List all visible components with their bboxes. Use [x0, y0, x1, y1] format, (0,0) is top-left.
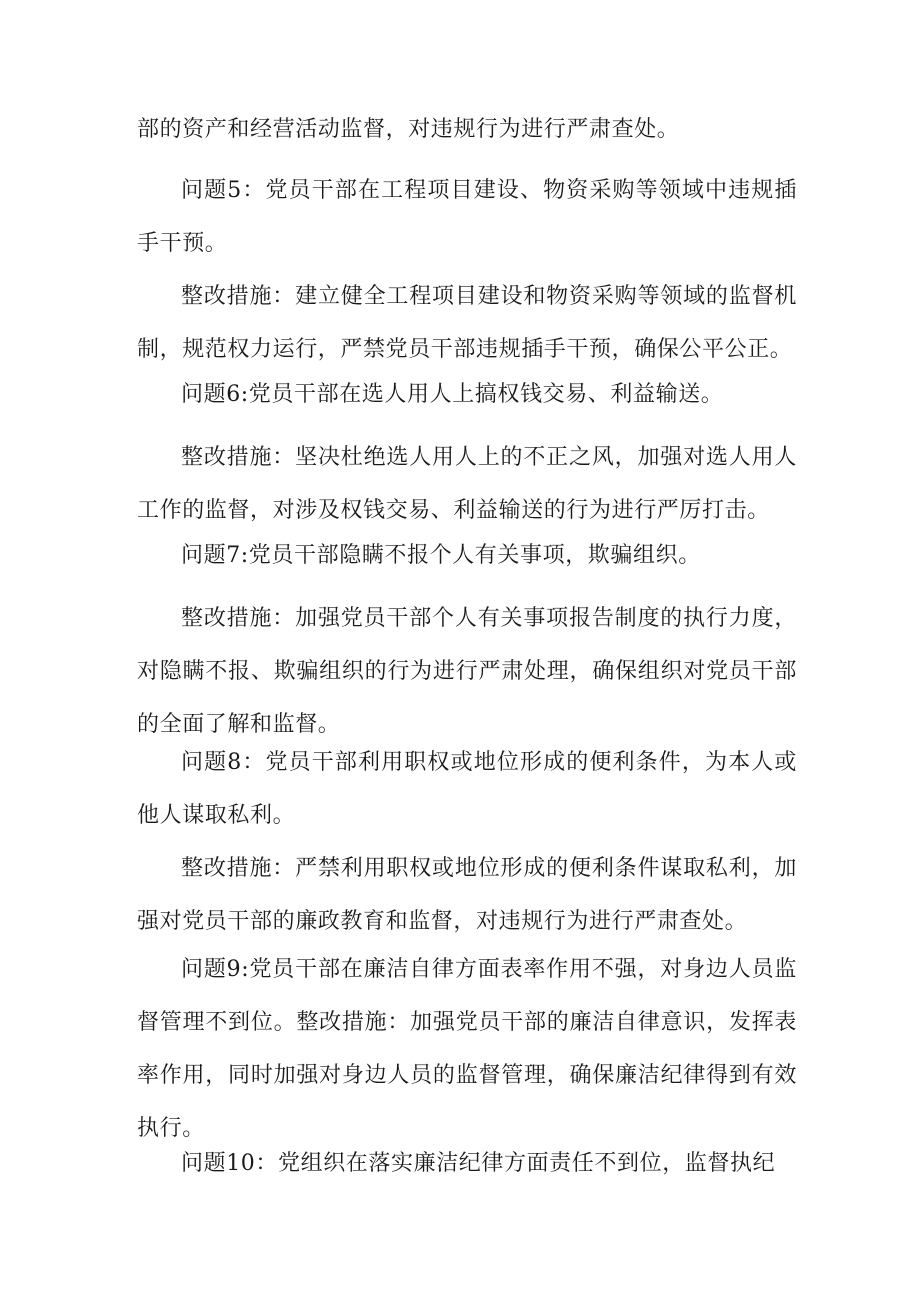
paragraph-issue-7: 问题7:党员干部隐瞒不报个人有关事项，欺骗组织。: [181, 543, 701, 568]
paragraph-issue-8: 问题8：党员干部利用职权或地位形成的便利条件，为本人或他人谋取私利。: [137, 750, 797, 828]
paragraph-measure-6: 整改措施：坚决杜绝选人用人上的不正之风，加强对选人用人工作的监督，对涉及权钱交易、利益输送的行为进行严厉打击。: [137, 445, 797, 523]
paragraph-measure-8: 整改措施：严禁利用职权或地位形成的便利条件谋取私利，加强对党员干部的廉政教育和监督，对违规行为进行严肃查处。: [137, 856, 797, 934]
paragraph-issue-5: 问题5：党员干部在工程项目建设、物资采购等领域中违规插手干预。: [137, 178, 797, 256]
paragraph-issue-10: 问题10：党组织在落实廉洁纪律方面责任不到位，监督执纪: [181, 1151, 776, 1176]
paragraph-continuation: 部的资产和经营活动监督，对违规行为进行严肃查处。: [137, 117, 680, 142]
paragraph-measure-7: 整改措施：加强党员干部个人有关事项报告制度的执行力度，对隐瞒不报、欺骗组织的行为进行严肃处理，确保组织对党员干部的全面了解和监督。: [137, 606, 797, 737]
paragraph-issue-9: 问题9:党员干部在廉洁自律方面表率作用不强，对身边人员监督管理不到位。整改措施：加强党员干部的廉洁自律意识，发挥表率作用，同时加强对身边人员的监督管理，确保廉洁纪律得到有效执行。: [137, 957, 797, 1141]
paragraph-issue-6: 问题6:党员干部在选人用人上搞权钱交易、利益输送。: [181, 382, 724, 407]
paragraph-measure-5: 整改措施：建立健全工程项目建设和物资采购等领域的监督机制，规范权力运行，严禁党员干部违规插手干预，确保公平公正。: [137, 284, 797, 362]
